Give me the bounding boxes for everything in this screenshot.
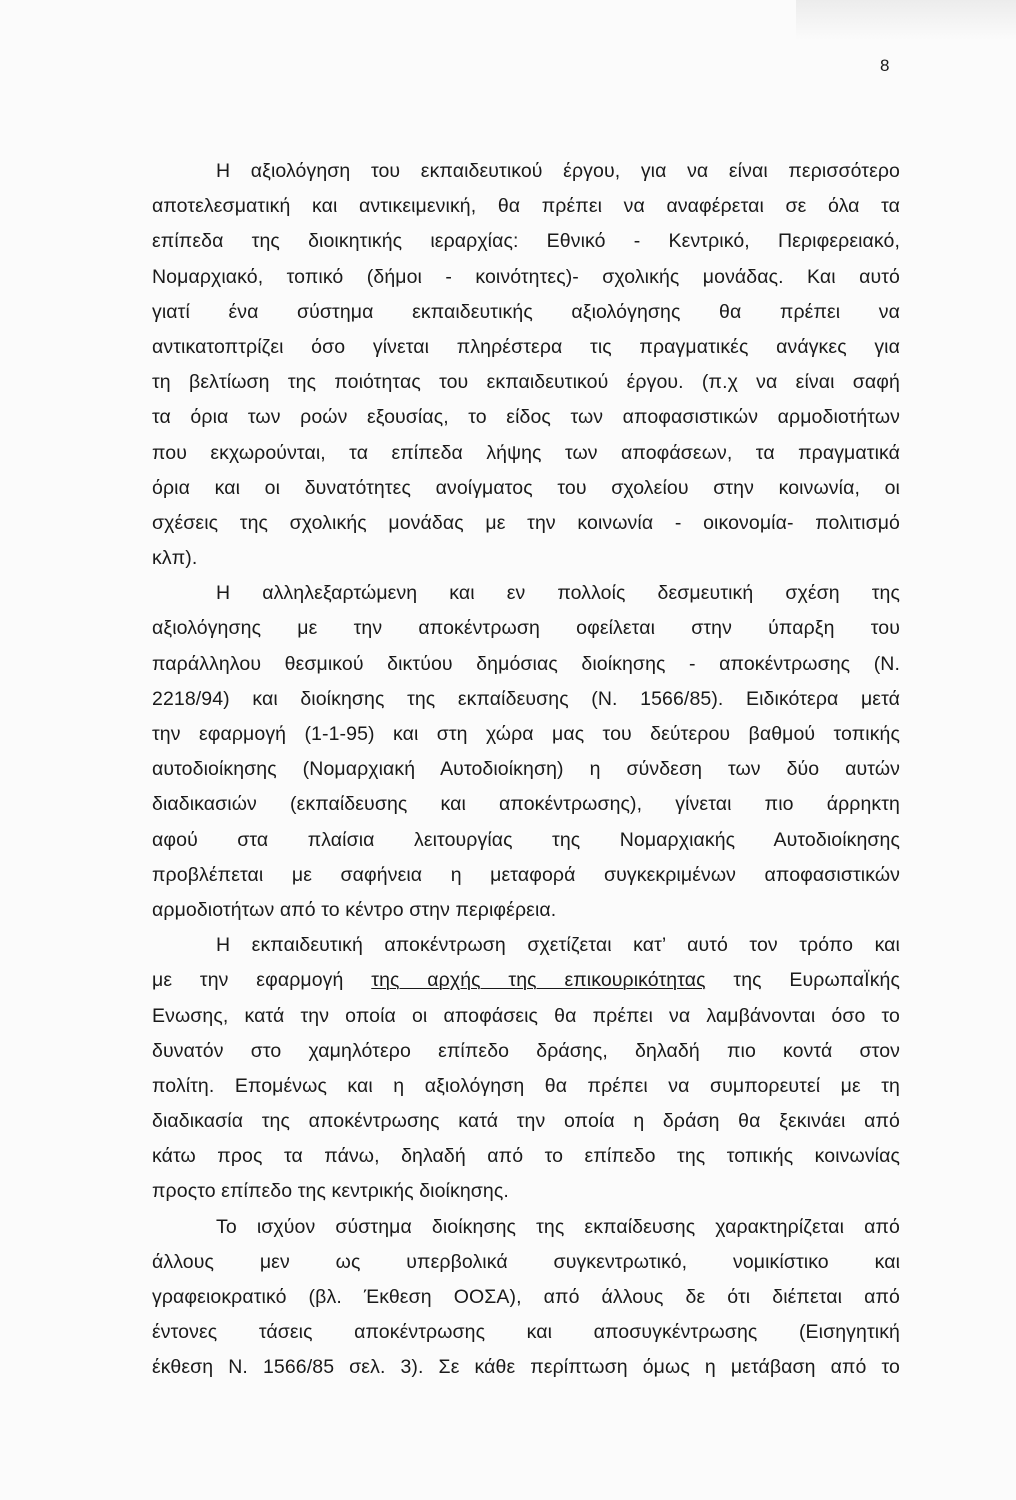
text-line: Η αλληλεξαρτώμενη και εν πολλοίς δεσμευτική σχέση της	[216, 582, 900, 605]
text-line: προβλέπεται με σαφήνεια η μεταφορά συγκεκριμένων αποφασιστικών	[152, 863, 900, 886]
text-line: τα όρια των ροών εξουσίας, το είδος των αποφασιστικών αρμοδιοτήτων	[152, 406, 900, 429]
text-line: Ενωσης, κατά την οποία οι αποφάσεις θα πρέπει να λαμβάνονται όσο το	[152, 1004, 900, 1027]
text-line: αποτελεσματική και αντικειμενική, θα πρέπει να αναφέρεται σε όλα τα	[152, 195, 900, 218]
text-line: πολίτη. Επομένως και η αξιολόγηση θα πρέπει να συμπορευτεί με τη	[152, 1074, 900, 1097]
text-line: κλπ).	[152, 547, 198, 570]
text-line: που εκχωρούνται, τα επίπεδα λήψης των αποφάσεων, τα πραγματικά	[152, 441, 900, 464]
text-line: Νομαρχιακό, τοπικό (δήμοι - κοινότητες)- σχολικής μονάδας. Και αυτό	[152, 265, 900, 288]
text-line: παράλληλου θεσμικού δικτύου δημόσιας διοίκησης - αποκέντρωσης (Ν.	[152, 652, 900, 675]
text-line: την εφαρμογή (1-1-95) και στη χώρα μας του δεύτερου βαθμού τοπικής	[152, 723, 900, 745]
text-line: έκθεση Ν. 1566/85 σελ. 3). Σε κάθε περίπτωση όμως η μετάβαση από το	[152, 1356, 900, 1379]
scan-edge-shadow	[796, 0, 1016, 40]
text-line: Το ισχύον σύστημα διοίκησης της εκπαίδευσης χαρακτηρίζεται από	[216, 1215, 900, 1238]
text-line: αντικατοπτρίζει όσο γίνεται πληρέστερα τις πραγματικές ανάγκες για	[152, 335, 900, 358]
text-line: γραφειοκρατικό (βλ. Έκθεση ΟΟΣΑ), από άλλους δε ότι διέπεται από	[152, 1286, 900, 1308]
text-line: αυτοδιοίκησης (Νομαρχιακή Αυτοδιοίκηση) η σύνδεση των δύο αυτών	[152, 758, 900, 781]
text-line: Η αξιολόγηση του εκπαιδευτικού έργου, για να είναι περισσότερο	[216, 160, 900, 182]
text-fragment: της ΕυρωπαΪκής	[705, 969, 900, 992]
text-line	[152, 963, 900, 998]
text-line: επίπεδα της διοικητικής ιεραρχίας: Εθνικό - Κεντρικό, Περιφερειακό,	[152, 230, 900, 253]
text-line: διαδικασιών (εκπαίδευσης και αποκέντρωσης), γίνεται πιο άρρηκτη	[152, 793, 900, 816]
text-line: άλλους μεν ως υπερβολικά συγκεντρωτικό, νομικίστικο και	[152, 1250, 900, 1273]
text-line: σχέσεις της σχολικής μονάδας με την κοινωνία - οικονομία- πολιτισμό	[152, 511, 900, 534]
underlined-phrase: της αρχής της επικουρικότητας	[371, 969, 706, 992]
text-line: τη βελτίωση της ποιότητας του εκπαιδευτικού έργου. (π.χ να είναι σαφή	[152, 371, 900, 394]
text-line: αξιολόγησης με την αποκέντρωση οφείλεται στην ύπαρξη του	[152, 617, 900, 640]
text-line: γιατί ένα σύστημα εκπαιδευτικής αξιολόγησης θα πρέπει να	[152, 300, 900, 323]
text-line: κάτω προς τα πάνω, δηλαδή από το επίπεδο της τοπικής κοινωνίας	[152, 1145, 900, 1168]
text-line: αφού στα πλαίσια λειτουργίας της Νομαρχιακής Αυτοδιοίκησης	[152, 828, 900, 851]
text-line: αρμοδιοτήτων από το κέντρο στην περιφέρεια.	[152, 898, 557, 921]
text-line: όρια και οι δυνατότητες ανοίγματος του σχολείου στην κοινωνία, οι	[152, 476, 900, 499]
text-line: 2218/94) και διοίκησης της εκπαίδευσης (Ν. 1566/85). Ειδικότερα μετά	[152, 687, 900, 710]
text-line: διαδικασία της αποκέντρωσης κατά την οποία η δράση θα ξεκινάει από	[152, 1110, 900, 1133]
document-body	[152, 154, 900, 1386]
text-line: προςτο επίπεδο της κεντρικής διοίκησης.	[152, 1180, 509, 1203]
text-line: δυνατόν στο χαμηλότερο επίπεδο δράσης, δηλαδή πιο κοντά στον	[152, 1039, 900, 1062]
text-line: έντονες τάσεις αποκέντρωσης και αποσυγκέντρωσης (Εισηγητική	[152, 1321, 900, 1344]
text-fragment: με την εφαρμογή	[152, 969, 372, 992]
page-number: 8	[880, 56, 890, 75]
text-line: Η εκπαιδευτική αποκέντρωση σχετίζεται κατ’ αυτό τον τρόπο και	[216, 934, 900, 957]
